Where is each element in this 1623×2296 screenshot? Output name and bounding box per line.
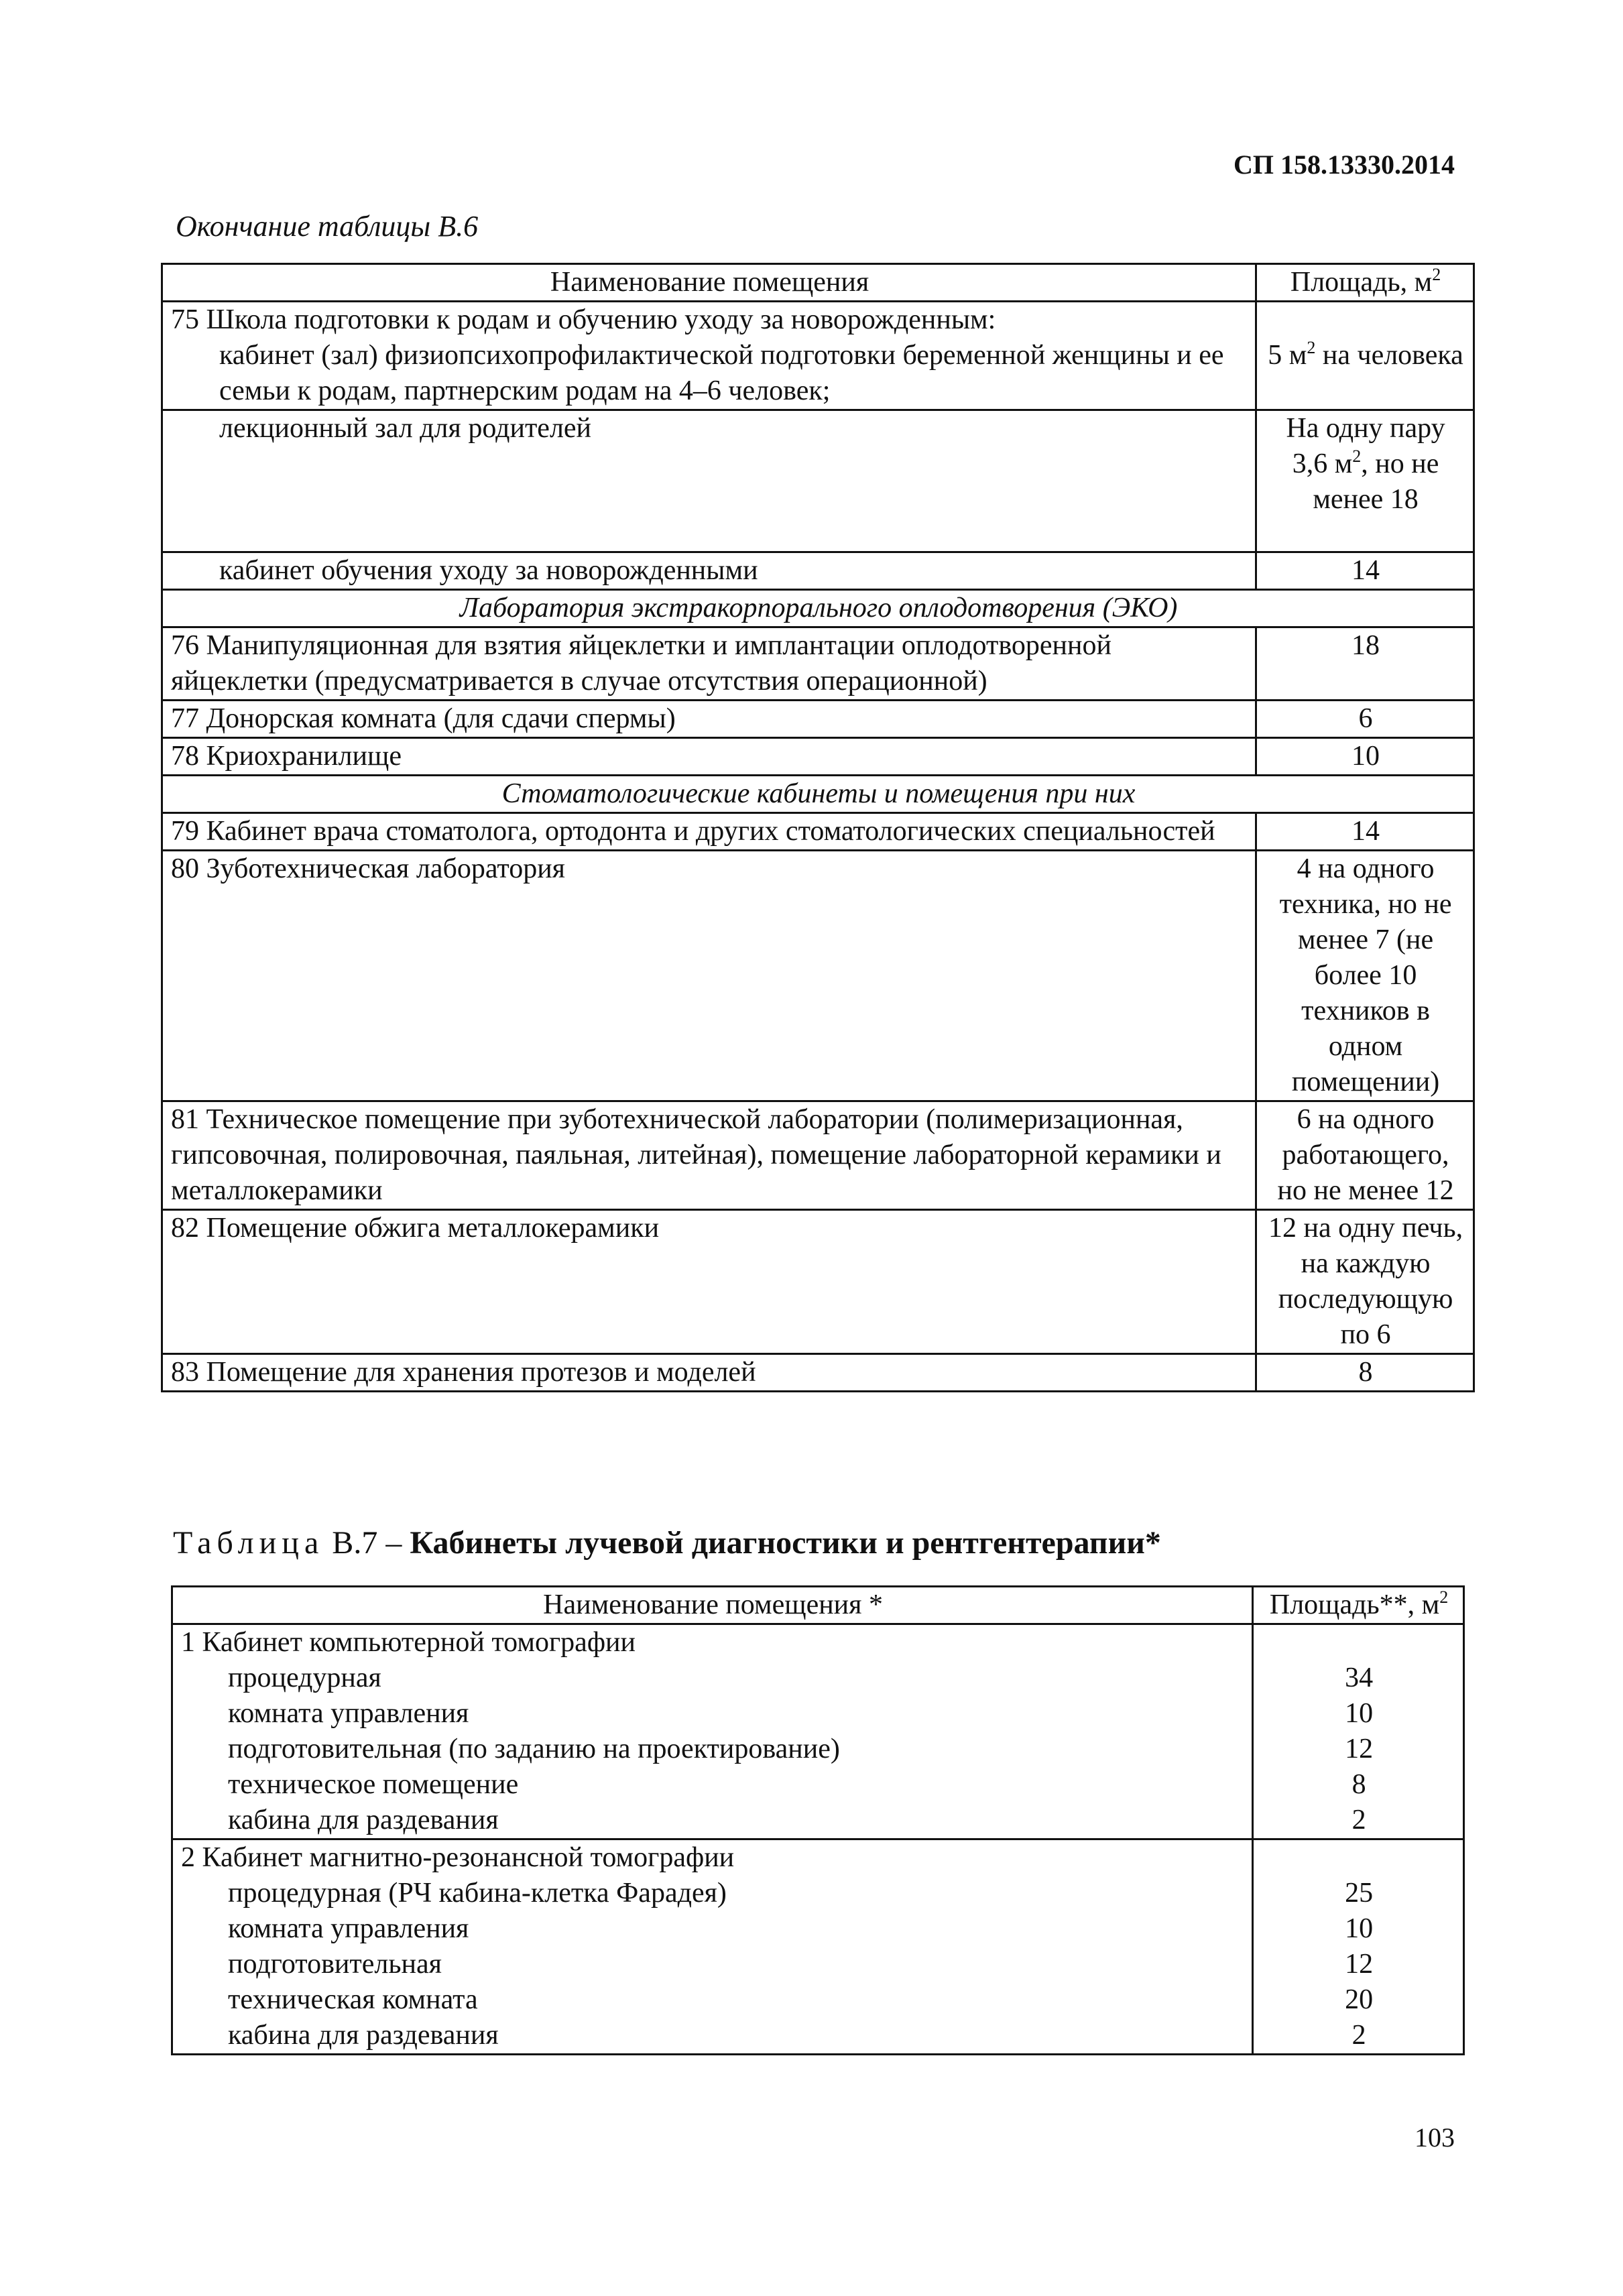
list-item: процедурная: [228, 1663, 381, 1693]
list-item: комната управления: [228, 1698, 469, 1729]
row-name: 78 Криохранилище: [162, 738, 1256, 776]
section-row: [162, 590, 1474, 627]
list-item: процедурная (РЧ кабина-клетка Фарадея): [228, 1878, 727, 1909]
table-row: [162, 851, 1474, 1101]
area-value: 2: [1351, 2020, 1366, 2051]
group-areas: [1253, 1839, 1464, 2055]
row-area: 18: [1256, 627, 1474, 701]
area-value: 2: [1351, 1805, 1366, 1835]
table-row: [162, 1354, 1474, 1392]
row-area: 8: [1256, 1354, 1474, 1392]
area-value: 12: [1345, 1734, 1374, 1764]
row-area: На одну пару 3,6 $м^2$, но не менее 18: [1256, 410, 1474, 552]
table-row: [162, 302, 1474, 410]
row-name: 82 Помещение обжига металлокерамики: [162, 1210, 1256, 1354]
row-name: 79 Кабинет врача стоматолога, ортодонта и других стоматологических специальностей: [162, 813, 1256, 851]
row-area: 4 на одного техника, но не менее 7 (не более 10 техников в одном помещении): [1256, 851, 1474, 1101]
list-item: кабина для раздевания: [228, 2020, 499, 2051]
table-group: [172, 1839, 1464, 2055]
table-row: [162, 552, 1474, 590]
area-value: 34: [1345, 1663, 1374, 1693]
row-area: 6: [1256, 701, 1474, 738]
table-group: [172, 1624, 1464, 1839]
section-row: [162, 776, 1474, 813]
table-b7-caption: Таблица В.7 – Кабинеты лучевой диагностики и рентгентерапии*: [173, 1525, 1161, 1561]
group-title: 2 Кабинет магнитно-резонансной томографии: [181, 1842, 735, 1873]
table-row: [162, 813, 1474, 851]
page-number: 103: [1415, 2122, 1455, 2153]
table-header-row: [162, 264, 1474, 302]
table-row: [162, 627, 1474, 701]
group-areas: [1253, 1624, 1464, 1839]
list-item: техническая комната: [228, 1984, 478, 2015]
area-value: 10: [1345, 1698, 1374, 1729]
table-row: [162, 410, 1474, 552]
row-name: лекционный зал для родителей: [162, 410, 1256, 552]
continuation-title: Окончание таблицы В.6: [176, 210, 479, 243]
row-area: 10: [1256, 738, 1474, 776]
list-item: подготовительная: [228, 1949, 442, 1980]
area-value: 12: [1345, 1949, 1374, 1980]
table-b7: [171, 1585, 1465, 2055]
list-item: подготовительная (по заданию на проектирование): [228, 1734, 840, 1764]
group-names: [172, 1839, 1253, 2055]
list-item: кабина для раздевания: [228, 1805, 499, 1835]
row-name: 80 Зуботехническая лаборатория: [162, 851, 1256, 1101]
row-name: 76 Манипуляционная для взятия яйцеклетки и имплантации оплодотворенной яйцеклетки (предусматривается в случае отсутствия операционной): [162, 627, 1256, 701]
row-area: 5 $м^2$ на человека: [1256, 302, 1474, 410]
row-name: кабинет обучения уходу за новорожденными: [162, 552, 1256, 590]
section-title: Лаборатория экстракорпорального оплодотворения (ЭКО): [162, 590, 1474, 627]
table-row: [162, 1101, 1474, 1210]
group-names: [172, 1624, 1253, 1839]
row-area: 14: [1256, 552, 1474, 590]
table-row: [162, 701, 1474, 738]
column-header-area: Площадь, $м^2$: [1256, 264, 1474, 302]
row-name: 75 Школа подготовки к родам и обучению уходу за новорожденным: кабинет (зал) физиопсихопрофилактической подготовки беременной женщины и ее семьи к родам, партнерским родам на 4–6 человек;: [162, 302, 1256, 410]
document-code: СП 158.13330.2014: [1234, 149, 1455, 180]
table-b6: [161, 263, 1475, 1392]
area-value: 25: [1345, 1878, 1374, 1909]
area-value: 10: [1345, 1913, 1374, 1944]
area-value: 20: [1345, 1984, 1374, 2015]
table-row: [162, 1210, 1474, 1354]
column-header-name: Наименование помещения *: [172, 1587, 1253, 1624]
column-header-name: Наименование помещения: [162, 264, 1256, 302]
group-title: 1 Кабинет компьютерной томографии: [181, 1627, 636, 1658]
table-row: [162, 738, 1474, 776]
column-header-area: Площадь**, $м^2$: [1253, 1587, 1464, 1624]
row-name: 83 Помещение для хранения протезов и моделей: [162, 1354, 1256, 1392]
row-area: 12 на одну печь, на каждую последующую по 6: [1256, 1210, 1474, 1354]
area-value: 8: [1351, 1769, 1366, 1800]
section-title: Стоматологические кабинеты и помещения при них: [162, 776, 1474, 813]
list-item: техническое помещение: [228, 1769, 519, 1800]
list-item: комната управления: [228, 1913, 469, 1944]
table-header-row: [172, 1587, 1464, 1624]
row-area: 6 на одного работающего, но не менее 12: [1256, 1101, 1474, 1210]
row-name: 77 Донорская комната (для сдачи спермы): [162, 701, 1256, 738]
row-name: 81 Техническое помещение при зуботехнической лаборатории (полимеризационная, гипсовочная, полировочная, паяльная, литейная), помещение лабораторной керамики и металлокерамики: [162, 1101, 1256, 1210]
row-area: 14: [1256, 813, 1474, 851]
